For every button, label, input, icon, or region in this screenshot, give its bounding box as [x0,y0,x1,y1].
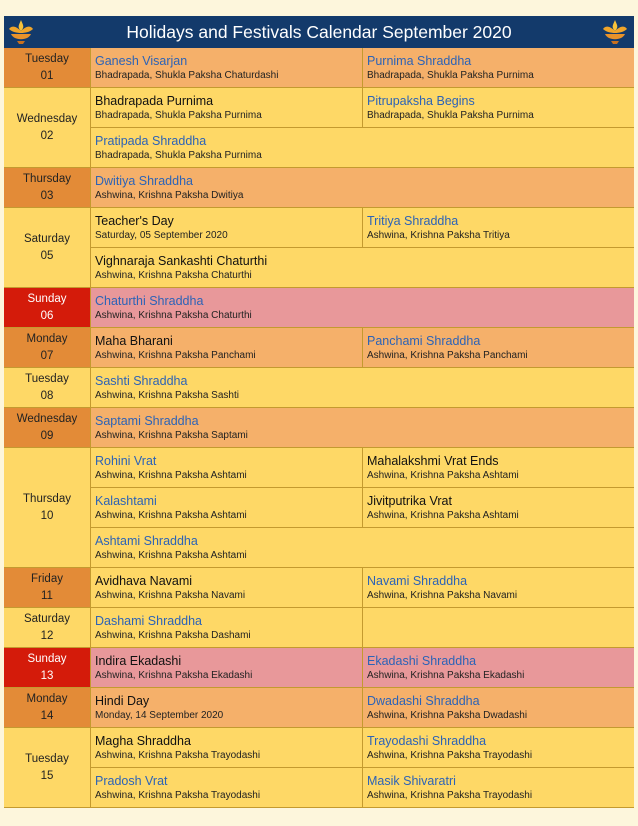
event-cell[interactable] [91,88,362,127]
event-cell[interactable] [91,528,634,567]
date-cell [4,648,91,687]
event-subtitle: Ashwina, Krishna Paksha Ashtami [95,550,247,561]
event-subtitle: Ashwina, Krishna Paksha Sashti [95,390,239,401]
event-name[interactable]: Dashami Shraddha [95,614,203,628]
event-subrow [91,288,634,327]
weekday-label: Saturday [23,232,71,245]
weekday-label: Tuesday [25,372,69,385]
event-name: Magha Shraddha [95,734,191,748]
date-number: 01 [40,69,54,82]
event-cell[interactable] [362,88,634,127]
event-cell[interactable] [91,208,362,247]
date-cell [4,608,91,647]
event-cell[interactable] [91,288,634,327]
weekday-label: Tuesday [25,752,69,765]
day-row [4,688,634,728]
calendar [4,16,634,808]
date-number: 07 [40,349,54,362]
weekday-label: Wednesday [16,412,78,425]
event-name[interactable]: Dwitiya Shraddha [95,174,193,188]
diya-lamp-icon [6,17,36,47]
event-cell[interactable] [91,368,634,407]
event-cell[interactable] [91,168,634,207]
date-cell [4,288,91,327]
date-number: 09 [40,429,54,442]
event-subtitle: Ashwina, Krishna Paksha Tritiya [367,230,510,241]
event-subtitle: Ashwina, Krishna Paksha Dashami [95,630,251,641]
event-subtitle: Ashwina, Krishna Paksha Ekadashi [95,670,253,681]
event-name: Mahalakshmi Vrat Ends [367,454,499,468]
event-subrow [91,608,634,647]
day-row [4,408,634,448]
event-name[interactable]: Ashtami Shraddha [95,534,198,548]
event-name[interactable]: Kalashtami [95,494,157,508]
event-subrow [91,448,634,487]
weekday-label: Monday [26,692,68,705]
event-cell[interactable] [362,448,634,487]
event-subtitle: Monday, 14 September 2020 [95,710,224,721]
event-cell[interactable] [362,768,634,807]
event-cell[interactable] [362,48,634,87]
event-subrow [91,408,634,447]
event-subrow [91,527,634,567]
event-name[interactable]: Ekadashi Shraddha [367,654,477,668]
date-cell [4,448,91,567]
event-cell[interactable] [362,688,634,727]
event-name[interactable]: Panchami Shraddha [367,334,481,348]
date-cell [4,48,91,87]
day-row [4,288,634,328]
event-subrow [91,328,634,367]
event-subtitle: Ashwina, Krishna Paksha Saptami [95,430,248,441]
event-name[interactable]: Masik Shivaratri [367,774,456,788]
day-row [4,648,634,688]
event-name: Maha Bharani [95,334,173,348]
calendar-table [4,48,634,808]
event-name: Hindi Day [95,694,150,708]
date-cell [4,368,91,407]
event-subrow [91,208,634,247]
events-area [91,88,634,167]
event-subrow [91,168,634,207]
empty-cell [362,608,634,647]
events-area [91,608,634,647]
event-subtitle: Ashwina, Krishna Paksha Trayodashi [367,790,533,801]
day-row [4,608,634,648]
event-name[interactable]: Trayodashi Shraddha [367,734,487,748]
event-subrow [91,127,634,167]
event-name: Avidhava Navami [95,574,193,588]
event-subtitle: Ashwina, Krishna Paksha Chaturthi [95,310,252,321]
day-row [4,368,634,408]
weekday-label: Thursday [23,492,71,505]
weekday-label: Thursday [23,172,71,185]
events-area [91,288,634,327]
date-cell [4,728,91,807]
event-subtitle: Ashwina, Krishna Paksha Trayodashi [95,750,261,761]
event-subtitle: Ashwina, Krishna Paksha Trayodashi [95,790,261,801]
date-cell [4,328,91,367]
event-name[interactable]: Dwadashi Shraddha [367,694,480,708]
event-subrow [91,568,634,607]
event-cell[interactable] [91,328,362,367]
event-cell[interactable] [91,568,362,607]
weekday-label: Monday [26,332,68,345]
event-name[interactable]: Tritiya Shraddha [367,214,459,228]
event-cell[interactable] [362,488,634,527]
events-area [91,168,634,207]
event-subtitle: Ashwina, Krishna Paksha Chaturthi [95,270,252,281]
diya-lamp-icon [600,17,630,47]
event-name[interactable]: Saptami Shraddha [95,414,199,428]
day-row [4,88,634,168]
event-name[interactable]: Rohini Vrat [95,454,157,468]
events-area [91,648,634,687]
day-row [4,448,634,568]
calendar-header [4,16,634,48]
event-name: Bhadrapada Purnima [95,94,214,108]
weekday-label: Sunday [27,292,67,305]
event-subtitle: Bhadrapada, Shukla Paksha Purnima [95,150,262,161]
event-subrow [91,247,634,287]
date-cell [4,688,91,727]
page-title: Holidays and Festivals Calendar September 2020 [126,21,512,42]
event-subrow [91,487,634,527]
event-cell[interactable] [362,328,634,367]
event-cell[interactable] [91,488,362,527]
event-subrow [91,648,634,687]
event-subtitle: Bhadrapada, Shukla Paksha Purnima [367,110,534,121]
event-cell[interactable] [362,568,634,607]
date-number: 14 [40,709,54,722]
events-area [91,688,634,727]
date-cell [4,88,91,167]
events-area [91,208,634,287]
event-cell[interactable] [91,128,634,167]
event-cell[interactable] [91,48,362,87]
weekday-label: Wednesday [16,112,78,125]
event-cell[interactable] [91,408,634,447]
event-subtitle: Ashwina, Krishna Paksha Ashtami [95,510,247,521]
event-name[interactable]: Pradosh Vrat [95,774,168,788]
date-number: 06 [40,309,54,322]
event-name[interactable]: Pitrupaksha Begins [367,94,475,108]
event-name[interactable]: Navami Shraddha [367,574,468,588]
events-area [91,408,634,447]
events-area [91,448,634,567]
events-area [91,728,634,807]
event-subrow [91,767,634,807]
weekday-label: Sunday [27,652,67,665]
day-row [4,328,634,368]
event-subtitle: Saturday, 05 September 2020 [95,230,228,241]
event-cell[interactable] [91,648,362,687]
date-cell [4,408,91,447]
events-area [91,368,634,407]
event-cell[interactable] [362,648,634,687]
event-cell[interactable] [91,248,634,287]
event-subrow [91,48,634,87]
event-subtitle: Ashwina, Krishna Paksha Dwadashi [367,710,528,721]
event-name[interactable]: Purnima Shraddha [367,54,472,68]
event-cell[interactable] [91,608,362,647]
event-cell[interactable] [91,688,362,727]
event-subrow [91,728,634,767]
date-number: 15 [40,769,54,782]
event-subtitle: Ashwina, Krishna Paksha Dwitiya [95,190,244,201]
event-subtitle: Ashwina, Krishna Paksha Ashtami [367,510,519,521]
event-cell[interactable] [362,728,634,767]
day-row [4,48,634,88]
event-subtitle: Ashwina, Krishna Paksha Ekadashi [367,670,525,681]
event-name: Jivitputrika Vrat [367,494,452,508]
event-subtitle: Ashwina, Krishna Paksha Panchami [95,350,256,361]
event-cell[interactable] [91,768,362,807]
event-subrow [91,368,634,407]
events-area [91,328,634,367]
weekday-label: Tuesday [25,52,69,65]
event-name[interactable]: Chaturthi Shraddha [95,294,204,308]
date-number: 05 [40,249,54,262]
event-subtitle: Bhadrapada, Shukla Paksha Purnima [367,70,534,81]
event-subrow [91,688,634,727]
event-subtitle: Ashwina, Krishna Paksha Panchami [367,350,528,361]
event-subtitle: Ashwina, Krishna Paksha Ashtami [95,470,247,481]
weekday-label: Saturday [23,612,71,625]
event-name[interactable]: Pratipada Shraddha [95,134,207,148]
date-number: 12 [40,629,54,642]
date-number: 10 [40,509,54,522]
event-name: Vighnaraja Sankashti Chaturthi [95,254,268,268]
event-cell[interactable] [91,728,362,767]
date-cell [4,568,91,607]
date-number: 08 [40,389,54,402]
event-name: Indira Ekadashi [95,654,182,668]
event-name[interactable]: Sashti Shraddha [95,374,188,388]
date-cell [4,168,91,207]
date-number: 13 [40,669,54,682]
event-subrow [91,88,634,127]
event-subtitle: Ashwina, Krishna Paksha Trayodashi [367,750,533,761]
event-cell[interactable] [91,448,362,487]
event-name: Teacher's Day [95,214,174,228]
date-number: 02 [40,129,54,142]
events-area [91,568,634,607]
weekday-label: Friday [31,572,63,585]
event-subtitle: Ashwina, Krishna Paksha Navami [367,590,518,601]
event-subtitle: Ashwina, Krishna Paksha Navami [95,590,246,601]
event-subtitle: Bhadrapada, Shukla Paksha Chaturdashi [95,70,279,81]
day-row [4,168,634,208]
event-subtitle: Ashwina, Krishna Paksha Ashtami [367,470,519,481]
date-cell [4,208,91,287]
event-cell[interactable] [362,208,634,247]
date-number: 03 [40,189,54,202]
event-name[interactable]: Ganesh Visarjan [95,54,188,68]
events-area [91,48,634,87]
date-number: 11 [41,589,53,602]
event-subtitle: Bhadrapada, Shukla Paksha Purnima [95,110,262,121]
day-row [4,568,634,608]
day-row [4,728,634,808]
day-row [4,208,634,288]
